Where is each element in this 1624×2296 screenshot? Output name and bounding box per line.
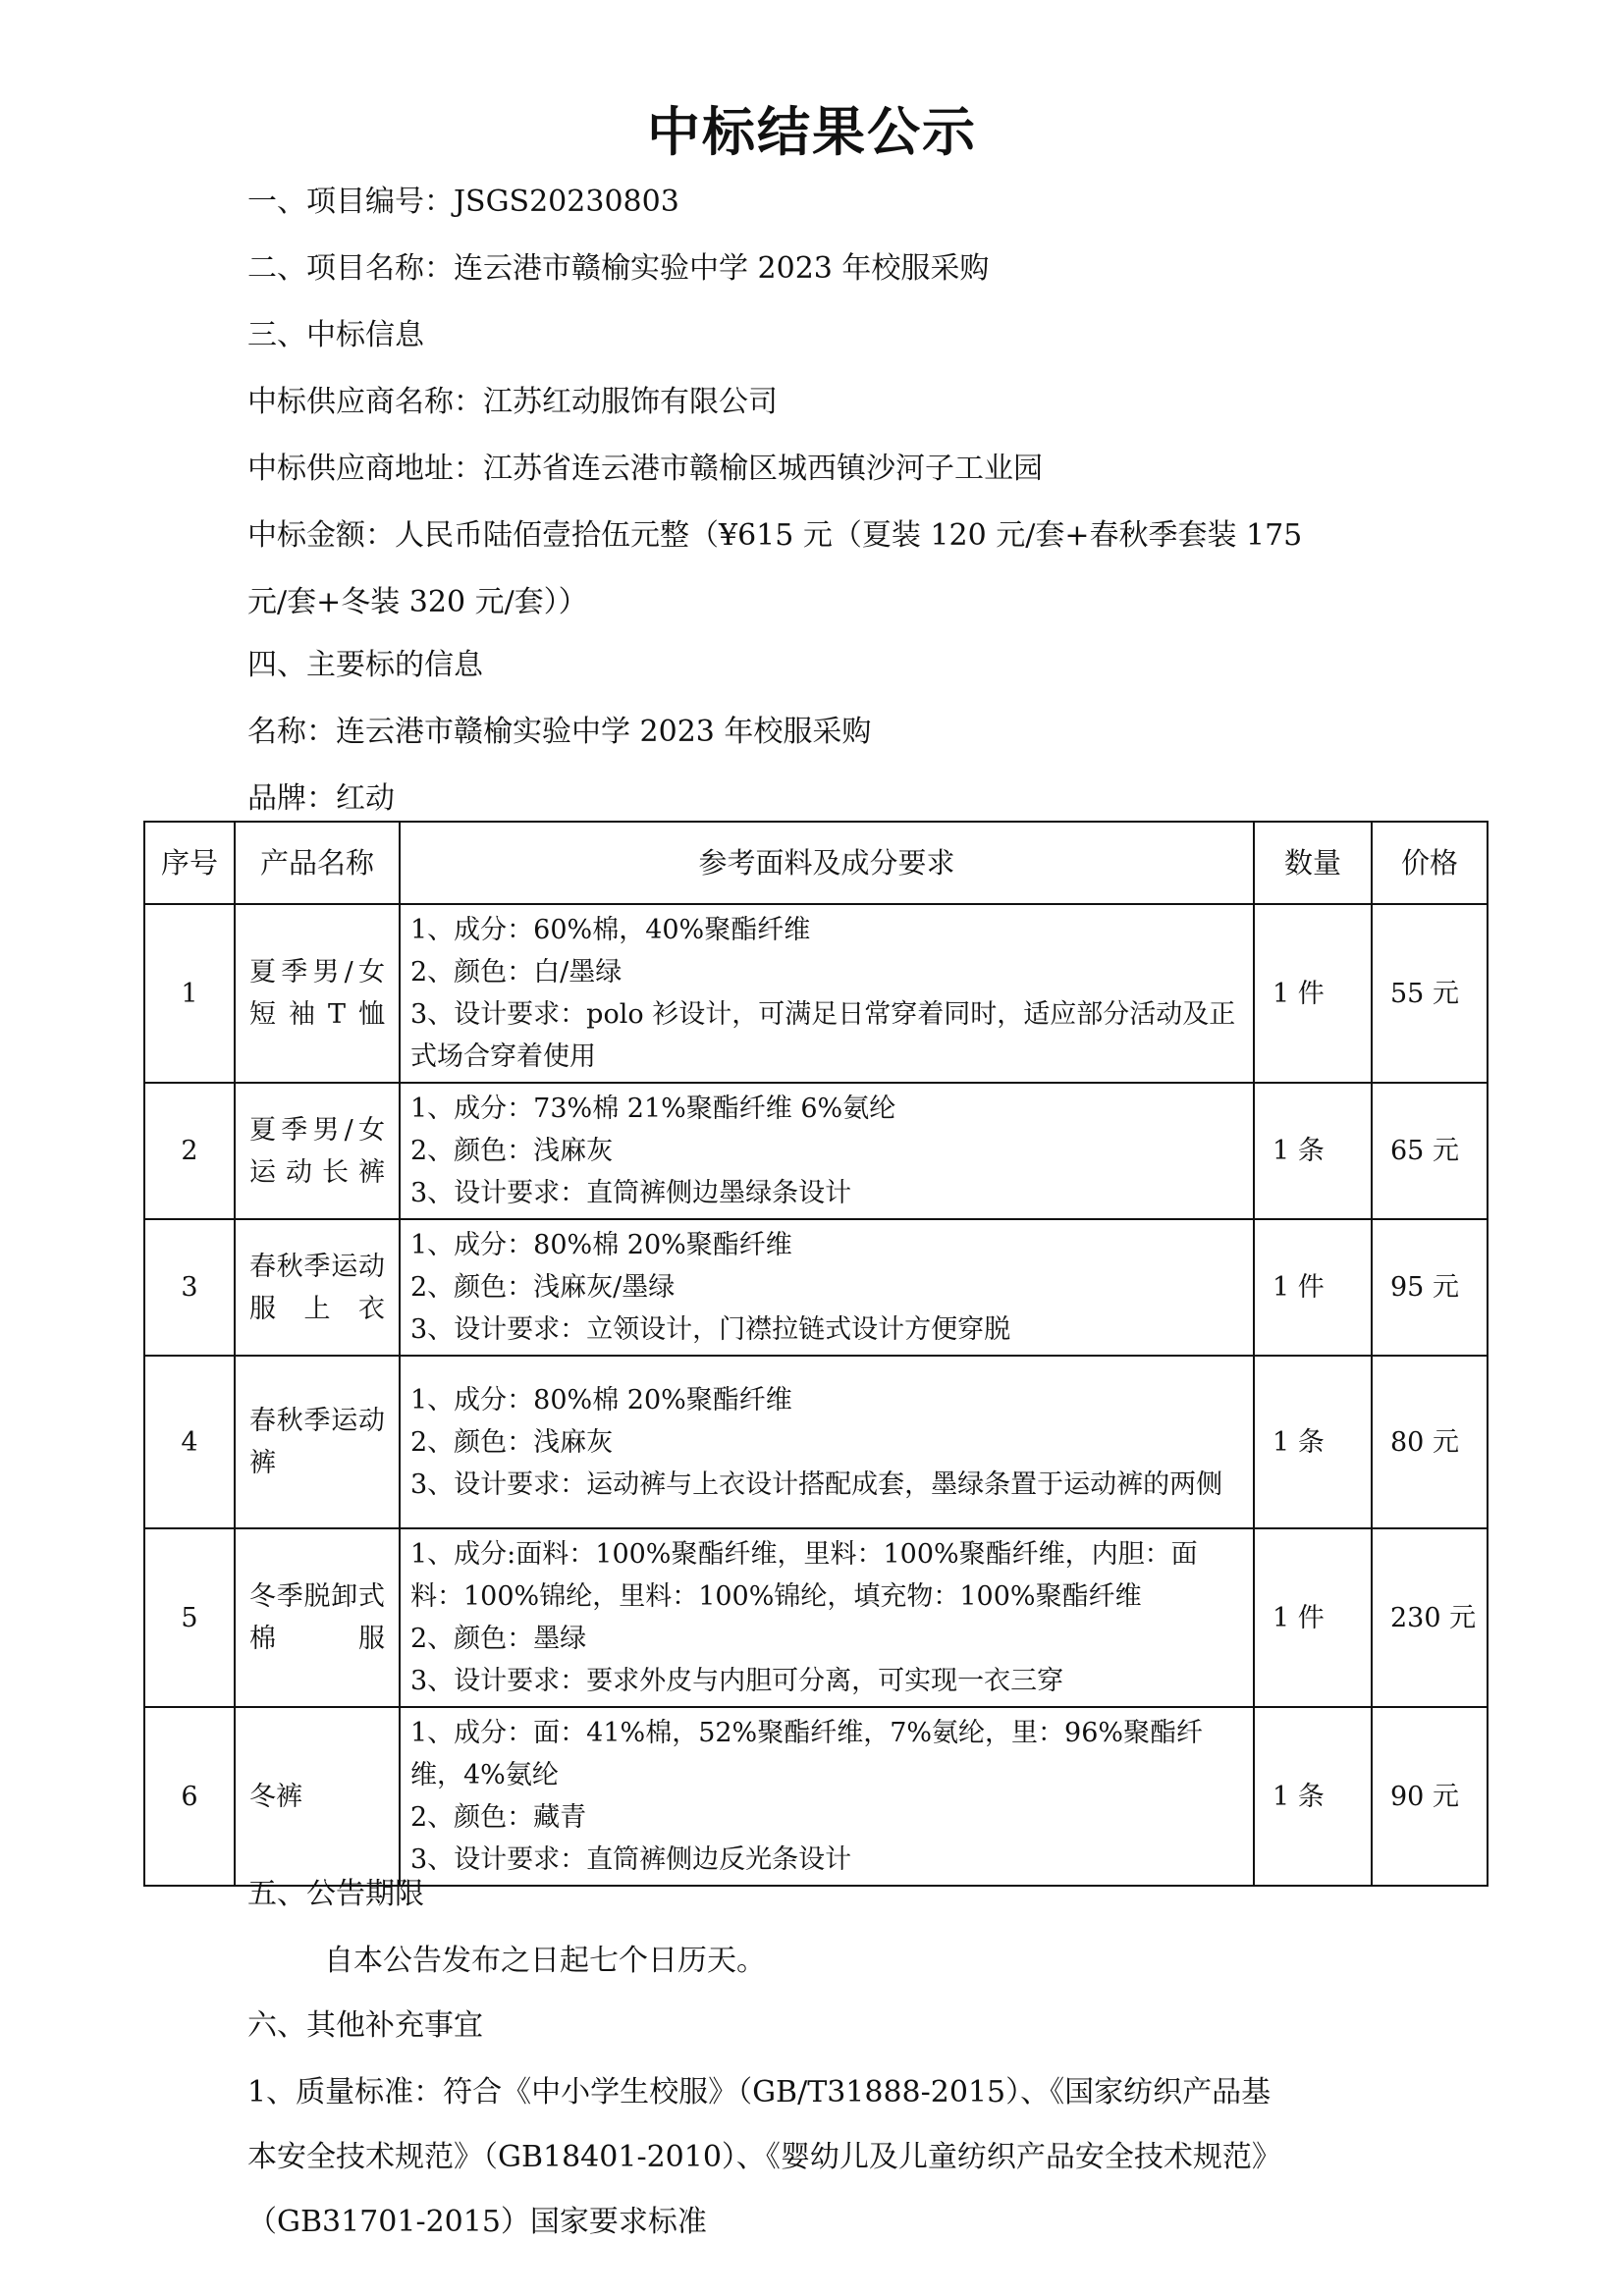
requirement-line: 3、设计要求：polo 衫设计，可满足日常穿着同时，适应部分活动及正式场合穿着使用 [410,999,1236,1072]
requirement-line: 1、成分:面料：100%聚酯纤维，里料：100%聚酯纤维，内胆：面料：100%锦纶，里料：100%锦纶，填充物：100%聚酯纤维 [410,1539,1198,1612]
requirement-line: 2、颜色：白/墨绿 [410,957,623,988]
row-quantity: 1 件 [1254,904,1372,1083]
row-product-name: 春秋季运动裤 [235,1356,400,1528]
row-quantity: 1 条 [1254,1356,1372,1528]
requirement-line: 2、颜色：浅麻灰 [410,1426,614,1458]
requirement-line: 2、颜色：藏青 [410,1802,587,1833]
requirement-line: 1、成分：80%棉 20%聚酯纤维 [410,1384,792,1415]
row-quantity: 1 条 [1254,1083,1372,1219]
project-number: 一、项目编号：JSGS20230803 [247,185,679,219]
table-row [144,1219,1488,1356]
requirement-line: 3、设计要求：要求外皮与内胆可分离，可实现一衣三穿 [410,1666,1064,1696]
award-amount-line2: 元/套+冬装 320 元/套）） [247,585,588,619]
row-requirements [400,904,1254,1083]
row-no: 2 [144,1083,235,1219]
row-product-name: 春秋季运动服上衣 [235,1219,400,1356]
table-row [144,1356,1488,1528]
product-spec-table [143,821,1489,1887]
header-price: 价格 [1372,822,1488,904]
requirement-line: 1、成分：60%棉，40%聚酯纤维 [410,915,811,945]
row-product-name: 冬裤 [235,1707,400,1886]
subject-name: 名称：连云港市赣榆实验中学 2023 年校服采购 [247,715,872,749]
row-requirements [400,1356,1254,1528]
requirement-line: 3、设计要求：运动裤与上衣设计搭配成套，墨绿条置于运动裤的两侧 [410,1468,1223,1500]
row-no: 5 [144,1528,235,1707]
row-product-name: 夏季男/女短袖T恤 [235,904,400,1083]
brand: 品牌：红动 [247,781,395,816]
supplier-name: 中标供应商名称：江苏红动服饰有限公司 [247,385,778,419]
row-product-name: 夏季男/女运动长裤 [235,1083,400,1219]
project-name: 二、项目名称：连云港市赣榆实验中学 2023 年校服采购 [247,251,990,286]
supplier-address: 中标供应商地址：江苏省连云港市赣榆区城西镇沙河子工业园 [247,452,1043,486]
row-requirements [400,1707,1254,1886]
section-other-matters: 六、其他补充事宜 [247,2008,483,2043]
requirement-line: 3、设计要求：直筒裤侧边反光条设计 [410,1844,852,1875]
page-title: 中标结果公示 [647,101,977,163]
quality-standard-line3: （GB31701-2015）国家要求标准 [247,2205,707,2239]
row-price: 55 元 [1372,904,1488,1083]
row-quantity: 1 件 [1254,1528,1372,1707]
row-requirements [400,1528,1254,1707]
row-price: 230 元 [1372,1528,1488,1707]
row-no: 6 [144,1707,235,1886]
row-price: 80 元 [1372,1356,1488,1528]
header-requirements: 参考面料及成分要求 [400,822,1254,904]
header-no: 序号 [144,822,235,904]
requirement-line: 2、颜色：浅麻灰/墨绿 [410,1272,676,1303]
quality-standard-line2: 本安全技术规范》（GB18401-2010）、《婴幼儿及儿童纺织产品安全技术规范》 [247,2140,1281,2174]
row-no: 1 [144,904,235,1083]
table-row [144,904,1488,1083]
row-price: 90 元 [1372,1707,1488,1886]
requirement-line: 1、成分：73%棉 21%聚酯纤维 6%氨纶 [410,1094,896,1124]
row-quantity: 1 件 [1254,1219,1372,1356]
table-row [144,1083,1488,1219]
requirement-line: 2、颜色：墨绿 [410,1624,587,1654]
award-amount-line1: 中标金额：人民币陆佰壹拾伍元整（¥615 元（夏装 120 元/套+春秋季套装 175 [247,518,1303,553]
section-notice-period: 五、公告期限 [247,1877,424,1911]
requirement-line: 3、设计要求：直筒裤侧边墨绿条设计 [410,1178,852,1208]
row-requirements [400,1219,1254,1356]
header-product-name: 产品名称 [235,822,400,904]
requirement-line: 2、颜色：浅麻灰 [410,1136,614,1166]
row-requirements [400,1083,1254,1219]
row-price: 65 元 [1372,1083,1488,1219]
table-header-row [144,822,1488,904]
requirement-line: 3、设计要求：立领设计，门襟拉链式设计方便穿脱 [410,1314,1011,1345]
row-product-name: 冬季脱卸式棉服 [235,1528,400,1707]
row-price: 95 元 [1372,1219,1488,1356]
table-row [144,1707,1488,1886]
requirement-line: 1、成分：80%棉 20%聚酯纤维 [410,1230,792,1260]
row-no: 4 [144,1356,235,1528]
quality-standard-line1: 1、质量标准：符合《中小学生校服》（GB/T31888-2015）、《国家纺织产品基 [247,2075,1272,2109]
requirement-line: 1、成分：面：41%棉，52%聚酯纤维，7%氨纶，里：96%聚酯纤维，4%氨纶 [410,1718,1204,1790]
section-award-info: 三、中标信息 [247,318,424,352]
section-subject-info: 四、主要标的信息 [247,648,483,682]
row-quantity: 1 条 [1254,1707,1372,1886]
table-row [144,1528,1488,1707]
row-no: 3 [144,1219,235,1356]
notice-period-text: 自本公告发布之日起七个日历天。 [324,1944,766,1978]
header-quantity: 数量 [1254,822,1372,904]
